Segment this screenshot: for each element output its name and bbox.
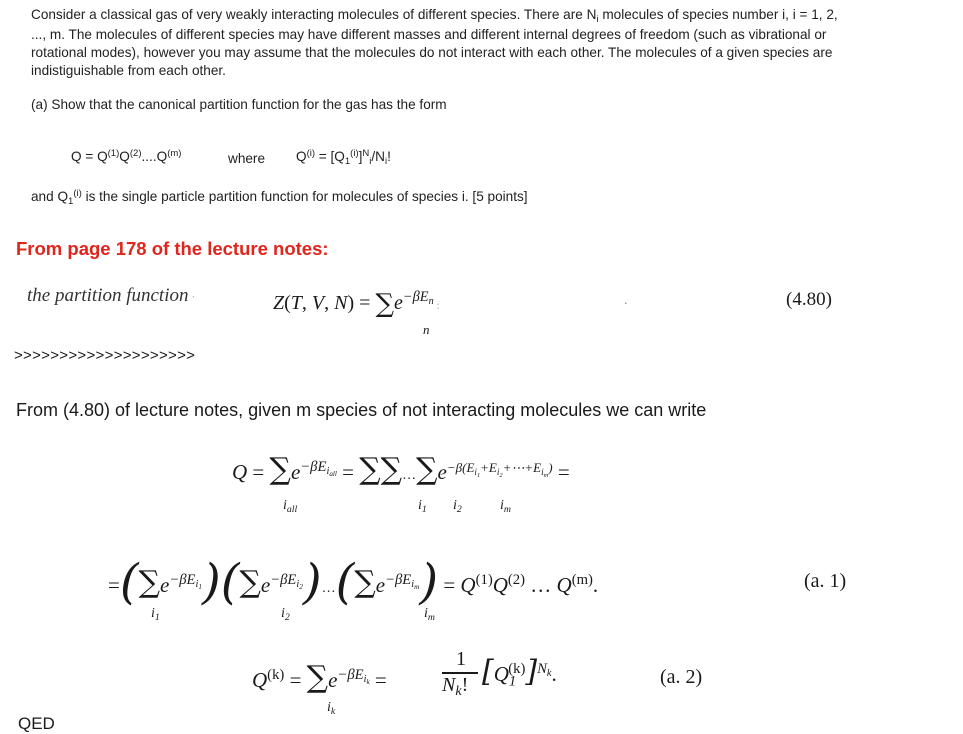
part-a-statement: (a) Show that the canonical partition function for the gas has the form [31,97,447,112]
sum-index-i2: $i_2$ [453,498,462,515]
eq-number-a2: (a. 2) [660,666,703,688]
partition-function-label: the partition function ‧ [27,285,196,306]
dot-mark: . [624,293,628,308]
sum-index-i2-b: $i_2$ [281,606,290,623]
sum-index-i1: $i_1$ [418,498,427,515]
species-partition-formula: $Q^{(i)} = [Q_1^{(i)}]^N_i/N_i$! [296,147,391,167]
equation-q-sum: $Q = \sum e^{-\beta E_{i_{all}}}$ = $\sum\sum\dots\sum e^{-\beta(E_{i_1}+E_{i_2}+\cdots+E_{i_m})}$ = [232,452,570,487]
sum-index-i1-b: $i_1$ [151,606,160,623]
problem-line-2: ..., m. The molecules of different species may have different masses and different internal degrees of freedom (such as vibrational or [31,27,827,42]
formula-where: where [228,151,266,166]
problem-line-3: rotational modes), however you may assume that the molecules do not interact with each other. The molecules of a given species are [31,45,833,60]
arrows-separator: >>>>>>>>>>>>>>>>>>>> [14,347,196,364]
lecture-notes-heading: From page 178 of the lecture notes: [16,238,329,259]
partition-function-equation: Z(T, V, $N) = \sum e^{-\beta E_n}$ : [273,289,440,319]
sum-index-im-b: $i_m$ [424,606,435,623]
problem-line-4: indistiguishable from each other. [31,63,226,78]
sum-index-im: $i_m$ [500,498,511,515]
sum-index-iall: $i_{all}$ [283,498,298,515]
fraction-denominator: $N_k$! [442,674,469,700]
partition-form-formula: $Q = Q^{(1)}Q^{(2)}....Q^{(m)}$ [71,147,182,164]
qed-label: QED [18,714,55,733]
bracket-qk1: $[Q_1^{(k)}]^{N_k}$. [482,654,557,690]
derivation-intro: From (4.80) of lecture notes, given m species of not interacting molecules we can write [16,400,707,420]
sum-index-ik: $i_k$ [327,700,336,717]
equation-qk: $Q^{(k)} = \sum e^{-\beta E_{i_k}}$ = [252,660,387,695]
and-line: and $Q_1^{(i)}$ is the single particle partition function for molecules of species i. [5 points] [31,187,528,207]
fraction-numerator: 1 [456,648,466,670]
eq-number-a1: (a. 1) [804,570,847,592]
problem-line-1: Consider a classical gas of very weakly interacting molecules of different species. There are $N_i$ molecules of species number i, i = 1, 2, [31,7,838,25]
sum-index-n: n [423,322,430,337]
equation-product-form: $=(\sum e^{-\beta E_{i_1}})(\sum e^{-\beta E_{i_2}})\dots(\sum e^{-\beta E_{i_m}}) = Q^{(1)}Q^{(2)}$ … $Q^{(m)}$. [108,554,599,610]
eq-number-4-80: (4.80) [786,289,832,310]
